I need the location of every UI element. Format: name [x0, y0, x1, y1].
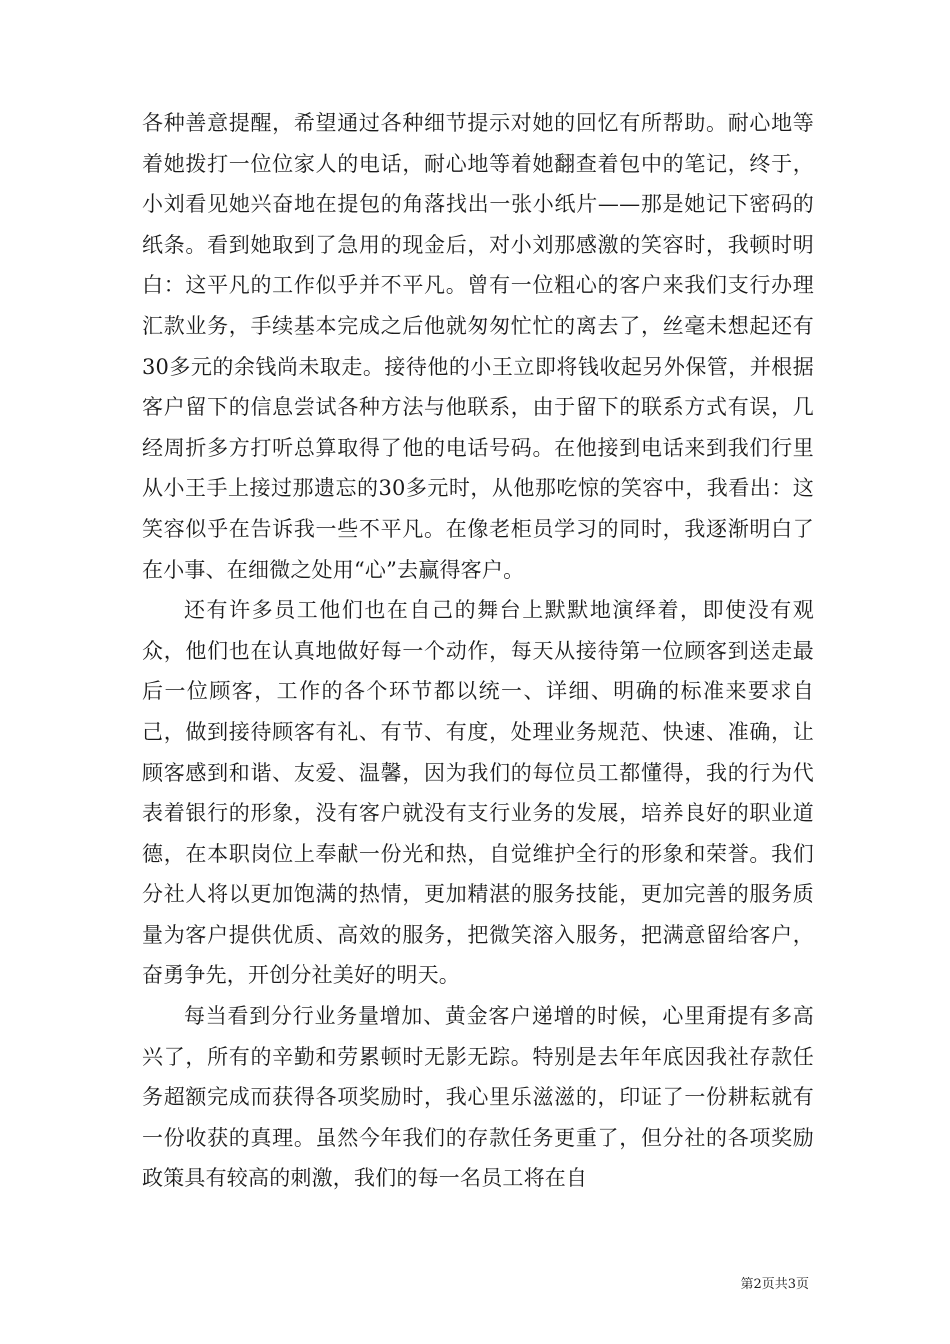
paragraph-2: 还有许多员工他们也在自己的舞台上默默地演绎着，即使没有观众，他们也在认真地做好每一个动作，每天从接待第一位顾客到送走最后一位顾客，工作的各个环节都以统一、详细、明确的标准来要求自己，做到接待顾客有礼、有节、有度，处理业务规范、快速、准确，让顾客感到和谐、友爱、温馨，因为我们的每位员工都懂得，我的行为代表着银行的形象，没有客户就没有支行业务的发展，培养良好的职业道德，在本职岗位上奉献一份光和热，自觉维护全行的形象和荣誉。我们分社人将以更加饱满的热情，更加精湛的服务技能，更加完善的服务质量为客户提供优质、高效的服务，把微笑溶入服务，把满意留给客户，奋勇争先，开创分社美好的明天。 — [142, 598, 814, 988]
page-footer: 第2页共3页 — [740, 1277, 809, 1292]
paragraph-3: 每当看到分行业务量增加、黄金客户递增的时候，心里甭提有多高兴了，所有的辛勤和劳累顿时无影无踪。特别是去年年底因我社存款任务超额完成而获得各项奖励时，我心里乐滋滋的，印证了一份耕耘就有一份收获的真理。虽然今年我们的存款任务更重了，但分社的各项奖励政策具有较高的刺激，我们的每一名员工将在自 — [142, 1004, 814, 1191]
paragraph-1: 各种善意提醒，希望通过各种细节提示对她的回忆有所帮助。耐心地等着她拨打一位位家人的电话，耐心地等着她翻查着包中的笔记，终于，小刘看见她兴奋地在提包的角落找出一张小纸片——那是她记下密码的纸条。看到她取到了急用的现金后，对小刘那感激的笑容时，我顿时明白：这平凡的工作似乎并不平凡。曾有一位粗心的客户来我们支行办理汇款业务，手续基本完成之后他就匆匆忙忙的离去了，丝毫未想起还有30多元的余钱尚未取走。接待他的小王立即将钱收起另外保管，并根据客户留下的信息尝试各种方法与他联系，由于留下的联系方式有误，几经周折多方打听总算取得了他的电话号码。在他接到电话来到我们行里从小王手上接过那遗忘的30多元时，从他那吃惊的笑容中，我看出：这笑容似乎在告诉我一些不平凡。在像老柜员学习的同时，我逐渐明白了在小事、在细微之处用“心”去赢得客户。 — [142, 111, 814, 582]
document-body — [142, 103, 814, 1199]
